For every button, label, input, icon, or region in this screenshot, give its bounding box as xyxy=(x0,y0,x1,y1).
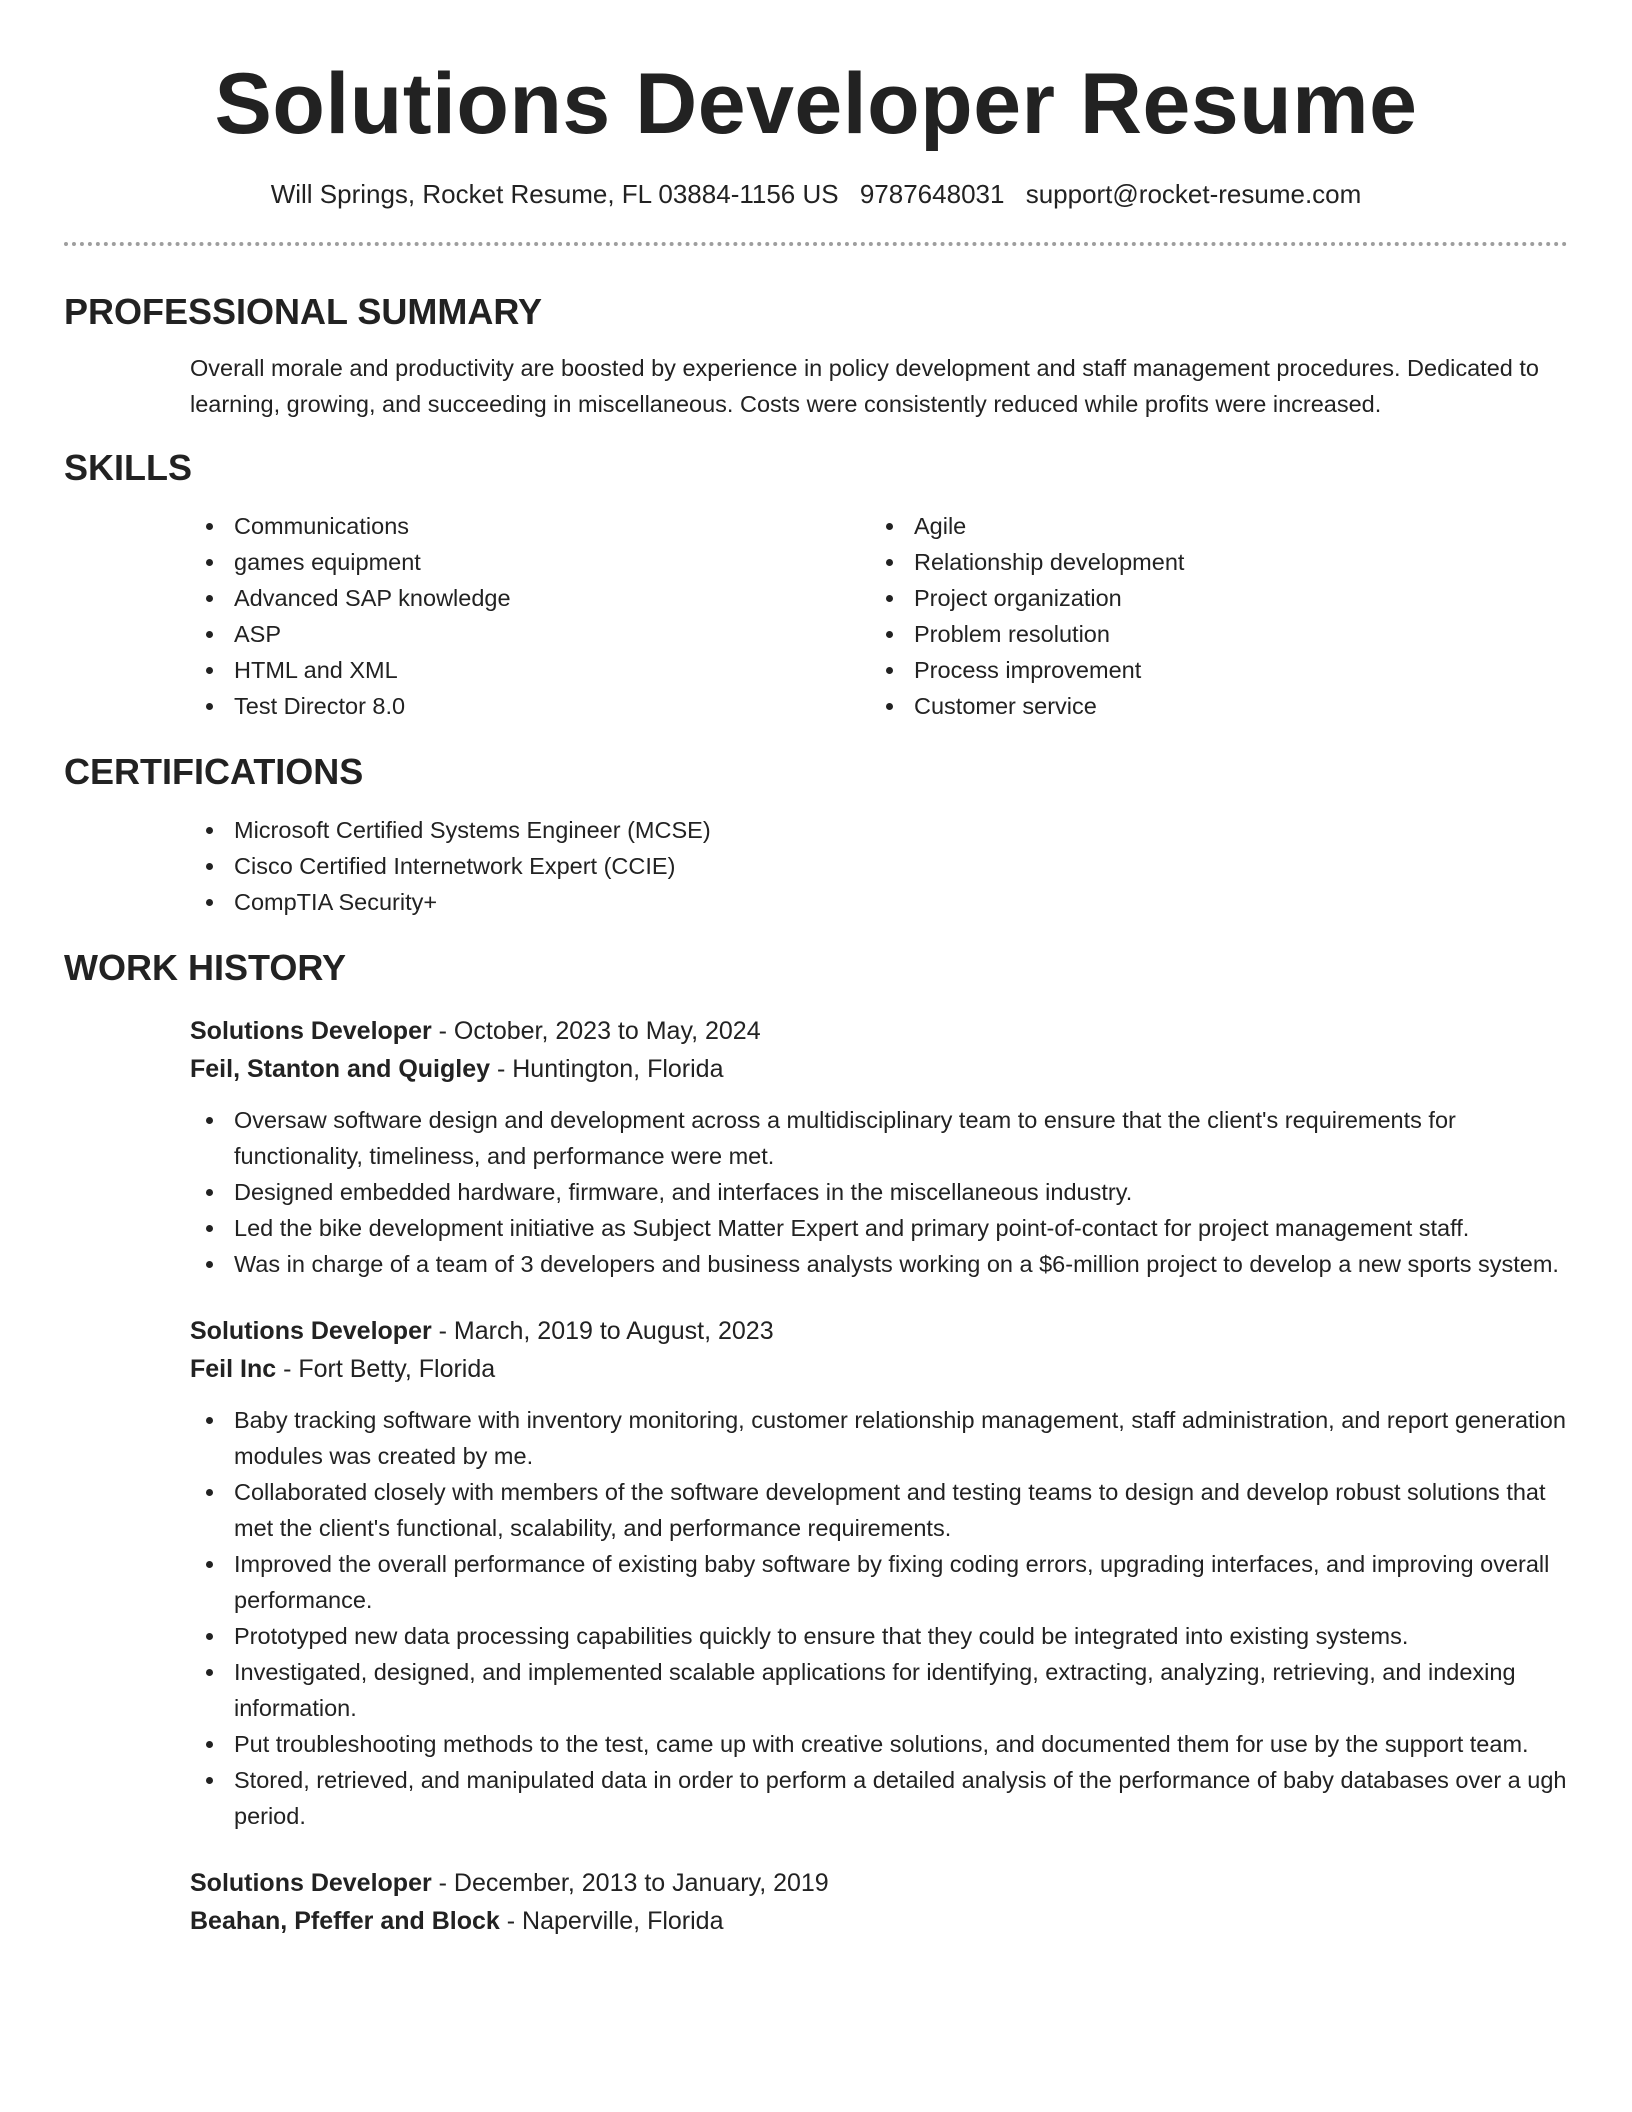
job-bullets xyxy=(190,1402,1568,1834)
job-role: Solutions Developer xyxy=(190,1317,432,1345)
skill-item: ASP xyxy=(190,616,870,652)
job-entry xyxy=(190,1864,1568,1940)
skills-left-list xyxy=(190,508,870,724)
job-bullet: Led the bike development initiative as Subject Matter Expert and primary point-of-contact for project management staff. xyxy=(190,1210,1568,1246)
job-bullet: Oversaw software design and development across a multidisciplinary team to ensure that the client's requirements for functionality, timeliness, and performance were met. xyxy=(190,1102,1568,1174)
skill-item: Relationship development xyxy=(870,544,1550,580)
job-role-line xyxy=(190,1864,1568,1902)
job-dates: - December, 2013 to January, 2019 xyxy=(431,1869,829,1897)
section-title-work-history: WORK HISTORY xyxy=(64,947,347,988)
skill-item: HTML and XML xyxy=(190,652,870,688)
contact-phone: 9787648031 xyxy=(859,179,1005,209)
job-location: - Naperville, Florida xyxy=(499,1907,724,1935)
job-bullet: Investigated, designed, and implemented scalable applications for identifying, extracting, analyzing, retrieving, and indexing information. xyxy=(190,1654,1568,1726)
skill-item: games equipment xyxy=(190,544,870,580)
certification-item: Cisco Certified Internetwork Expert (CCIE) xyxy=(190,848,1632,884)
skills-right-list xyxy=(870,508,1550,724)
job-bullet: Collaborated closely with members of the software development and testing teams to design and develop robust solutions that met the client's functional, scalability, and performance requirements. xyxy=(190,1474,1568,1546)
job-role-line xyxy=(190,1012,1568,1050)
job-location: - Fort Betty, Florida xyxy=(276,1355,496,1383)
certifications-list xyxy=(190,812,1632,920)
job-bullet: Put troubleshooting methods to the test, came up with creative solutions, and documented them for use by the support team. xyxy=(190,1726,1568,1762)
skill-item: Test Director 8.0 xyxy=(190,688,870,724)
job-bullet: Improved the overall performance of existing baby software by fixing coding errors, upgrading interfaces, and improving overall performance. xyxy=(190,1546,1568,1618)
skill-item: Project organization xyxy=(870,580,1550,616)
job-role-line xyxy=(190,1312,1568,1350)
skill-item: Process improvement xyxy=(870,652,1550,688)
job-role: Solutions Developer xyxy=(190,1017,432,1045)
job-dates: - October, 2023 to May, 2024 xyxy=(431,1017,761,1045)
job-location: - Huntington, Florida xyxy=(490,1055,724,1083)
certification-item: CompTIA Security+ xyxy=(190,884,1632,920)
job-company-line xyxy=(190,1050,1568,1088)
contact-line xyxy=(0,178,1632,210)
resume-title: Solutions Developer Resume xyxy=(214,56,1418,152)
job-bullet: Prototyped new data processing capabilities quickly to ensure that they could be integrated into existing systems. xyxy=(190,1618,1568,1654)
section-title-skills: SKILLS xyxy=(64,447,193,488)
contact-address: Will Springs, Rocket Resume, FL 03884-1156 US xyxy=(270,179,839,209)
job-bullets xyxy=(190,1102,1568,1282)
job-bullet: Stored, retrieved, and manipulated data in order to perform a detailed analysis of the performance of baby databases over a ugh period. xyxy=(190,1762,1568,1834)
skill-item: Advanced SAP knowledge xyxy=(190,580,870,616)
skill-item: Customer service xyxy=(870,688,1550,724)
skill-item: Agile xyxy=(870,508,1550,544)
job-role: Solutions Developer xyxy=(190,1869,432,1897)
job-company-line xyxy=(190,1350,1568,1388)
certification-item: Microsoft Certified Systems Engineer (MCSE) xyxy=(190,812,1632,848)
job-entry xyxy=(190,1312,1568,1834)
job-bullet: Designed embedded hardware, firmware, and interfaces in the miscellaneous industry. xyxy=(190,1174,1568,1210)
section-title-certifications: CERTIFICATIONS xyxy=(64,751,364,792)
job-company: Feil Inc xyxy=(190,1355,277,1383)
section-title-summary: PROFESSIONAL SUMMARY xyxy=(64,291,543,332)
job-entry xyxy=(190,1012,1568,1282)
skill-item: Communications xyxy=(190,508,870,544)
header-divider xyxy=(64,242,1568,246)
job-company: Beahan, Pfeffer and Block xyxy=(190,1907,500,1935)
job-bullet: Was in charge of a team of 3 developers and business analysts working on a $6-million project to develop a new sports system. xyxy=(190,1246,1568,1282)
job-company-line xyxy=(190,1902,1568,1940)
contact-email: support@rocket-resume.com xyxy=(1025,179,1362,209)
job-bullet: Baby tracking software with inventory monitoring, customer relationship management, staff administration, and report generation modules was created by me. xyxy=(190,1402,1568,1474)
summary-text: Overall morale and productivity are boosted by experience in policy development and staff management procedures. Dedicated to learning, growing, and succeeding in miscellaneous. Costs were consistently reduced while profits were increased. xyxy=(190,355,1539,417)
job-dates: - March, 2019 to August, 2023 xyxy=(431,1317,774,1345)
skills-columns xyxy=(190,508,1632,724)
job-company: Feil, Stanton and Quigley xyxy=(190,1055,491,1083)
skill-item: Problem resolution xyxy=(870,616,1550,652)
